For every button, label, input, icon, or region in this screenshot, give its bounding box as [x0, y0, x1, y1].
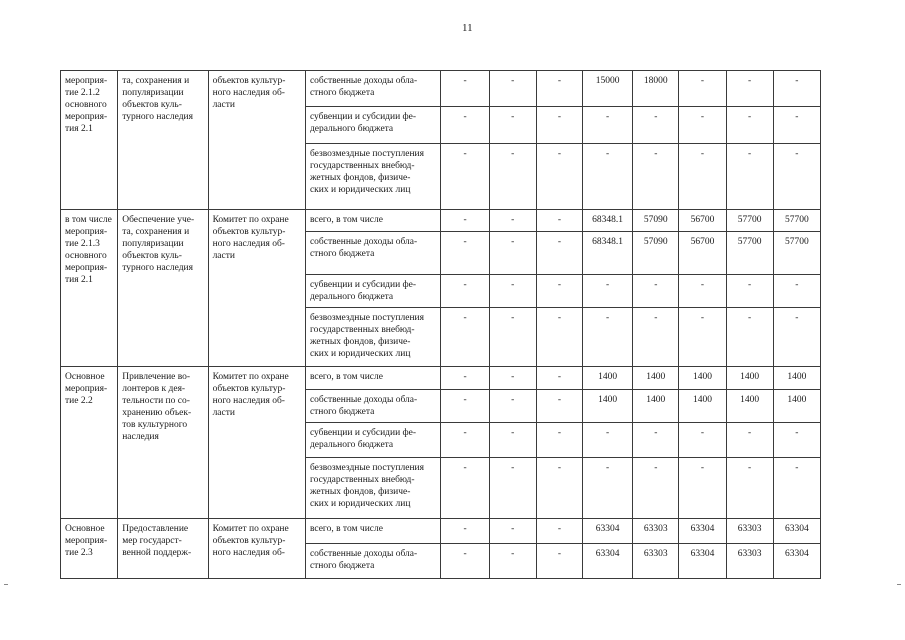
amount-cell: 1400	[773, 390, 820, 423]
amount-cell: -	[536, 423, 582, 458]
page-number: 11	[462, 22, 473, 34]
amount-cell: -	[726, 144, 773, 210]
activity-name-cell: Обеспечение уче- та, сохранения и популяризации объектов куль- турного наследия	[118, 210, 208, 367]
table-row	[61, 210, 821, 232]
amount-cell: -	[583, 308, 633, 367]
amount-cell: -	[441, 519, 489, 544]
funding-source-cell: безвозмездные поступления государственных внебюд- жетных фондов, физиче- ских и юридических лиц	[305, 308, 441, 367]
amount-cell: -	[441, 544, 489, 579]
amount-cell: -	[633, 107, 679, 144]
amount-cell: -	[679, 107, 726, 144]
amount-cell: 1400	[633, 367, 679, 390]
amount-cell: 1400	[726, 390, 773, 423]
activity-code-cell: Основное мероприя- тие 2.2	[61, 367, 118, 519]
amount-cell: 63304	[773, 544, 820, 579]
amount-cell: -	[726, 458, 773, 519]
funding-source-cell: субвенции и субсидии фе- дерального бюджета	[305, 275, 441, 308]
amount-cell: 63304	[679, 519, 726, 544]
amount-cell: 63304	[679, 544, 726, 579]
amount-cell: -	[583, 107, 633, 144]
amount-cell: 68348.1	[583, 232, 633, 275]
amount-cell: -	[489, 367, 536, 390]
table-row	[61, 71, 821, 107]
amount-cell: -	[489, 308, 536, 367]
funding-source-cell: субвенции и субсидии фе- дерального бюджета	[305, 423, 441, 458]
activity-name-cell: Предоставление мер государст- венной поддерж-	[118, 519, 208, 579]
funding-source-cell: безвозмездные поступления государственных внебюд- жетных фондов, физиче- ских и юридических лиц	[305, 144, 441, 210]
amount-cell: -	[536, 458, 582, 519]
table-row	[61, 519, 821, 544]
amount-cell: -	[726, 275, 773, 308]
amount-cell: -	[679, 71, 726, 107]
amount-cell: -	[441, 71, 489, 107]
amount-cell: 63304	[583, 544, 633, 579]
amount-cell: -	[441, 107, 489, 144]
amount-cell: -	[441, 458, 489, 519]
amount-cell: 63303	[633, 544, 679, 579]
funding-source-cell: собственные доходы обла- стного бюджета	[305, 390, 441, 423]
amount-cell: 63304	[773, 519, 820, 544]
amount-cell: -	[489, 390, 536, 423]
amount-cell: 1400	[633, 390, 679, 423]
amount-cell: -	[633, 144, 679, 210]
amount-cell: -	[536, 144, 582, 210]
amount-cell: -	[489, 232, 536, 275]
amount-cell: -	[773, 423, 820, 458]
funding-source-cell: субвенции и субсидии фе- дерального бюджета	[305, 107, 441, 144]
amount-cell: 57700	[773, 232, 820, 275]
amount-cell: 63304	[583, 519, 633, 544]
budget-table	[60, 70, 821, 579]
amount-cell: -	[441, 367, 489, 390]
amount-cell: 1400	[679, 367, 726, 390]
amount-cell: -	[679, 275, 726, 308]
amount-cell: -	[441, 210, 489, 232]
funding-source-cell: собственные доходы обла- стного бюджета	[305, 71, 441, 107]
amount-cell: -	[773, 107, 820, 144]
amount-cell: 68348.1	[583, 210, 633, 232]
amount-cell: -	[536, 210, 582, 232]
amount-cell: -	[441, 423, 489, 458]
activity-code-cell: Основное мероприя- тие 2.3	[61, 519, 118, 579]
amount-cell: -	[679, 144, 726, 210]
amount-cell: -	[773, 458, 820, 519]
amount-cell: -	[489, 144, 536, 210]
amount-cell: 56700	[679, 210, 726, 232]
executor-cell: Комитет по охране объектов культур- ного наследия об- ласти	[208, 367, 305, 519]
amount-cell: -	[633, 423, 679, 458]
table-row	[61, 367, 821, 390]
amount-cell: 57700	[773, 210, 820, 232]
amount-cell: -	[633, 458, 679, 519]
amount-cell: -	[773, 144, 820, 210]
amount-cell: 63303	[726, 519, 773, 544]
amount-cell: -	[679, 423, 726, 458]
amount-cell: 1400	[583, 390, 633, 423]
executor-cell: объектов культур- ного наследия об- ласти	[208, 71, 305, 210]
amount-cell: -	[489, 275, 536, 308]
amount-cell: -	[536, 107, 582, 144]
activity-code-cell: в том числе мероприя- тие 2.1.3 основного мероприя- тия 2.1	[61, 210, 118, 367]
funding-source-cell: всего, в том числе	[305, 367, 441, 390]
amount-cell: -	[489, 107, 536, 144]
amount-cell: -	[489, 71, 536, 107]
amount-cell: -	[726, 423, 773, 458]
amount-cell: 1400	[583, 367, 633, 390]
amount-cell: -	[489, 423, 536, 458]
amount-cell: -	[441, 144, 489, 210]
funding-source-cell: всего, в том числе	[305, 210, 441, 232]
amount-cell: -	[726, 107, 773, 144]
amount-cell: 63303	[726, 544, 773, 579]
amount-cell: -	[441, 308, 489, 367]
amount-cell: -	[489, 519, 536, 544]
amount-cell: -	[489, 210, 536, 232]
amount-cell: 18000	[633, 71, 679, 107]
amount-cell: 57700	[726, 232, 773, 275]
amount-cell: -	[583, 144, 633, 210]
activity-code-cell: мероприя- тие 2.1.2 основного мероприя- тия 2.1	[61, 71, 118, 210]
funding-source-cell: безвозмездные поступления государственных внебюд- жетных фондов, физиче- ских и юридических лиц	[305, 458, 441, 519]
amount-cell: -	[633, 275, 679, 308]
amount-cell: -	[489, 458, 536, 519]
amount-cell: -	[441, 275, 489, 308]
amount-cell: 1400	[773, 367, 820, 390]
amount-cell: -	[441, 390, 489, 423]
amount-cell: -	[633, 308, 679, 367]
amount-cell: -	[536, 308, 582, 367]
amount-cell: -	[536, 544, 582, 579]
amount-cell: -	[441, 232, 489, 275]
amount-cell: -	[536, 275, 582, 308]
amount-cell: -	[679, 308, 726, 367]
amount-cell: 57090	[633, 210, 679, 232]
amount-cell: 63303	[633, 519, 679, 544]
amount-cell: -	[583, 275, 633, 308]
amount-cell: 57700	[726, 210, 773, 232]
amount-cell: -	[773, 308, 820, 367]
amount-cell: 1400	[726, 367, 773, 390]
amount-cell: -	[773, 71, 820, 107]
funding-source-cell: собственные доходы обла- стного бюджета	[305, 232, 441, 275]
margin-mark-right	[897, 584, 901, 585]
amount-cell: 15000	[583, 71, 633, 107]
activity-name-cell: Привлечение во- лонтеров к дея- тельности по со- хранению объек- тов культурного наследия	[118, 367, 208, 519]
amount-cell: 57090	[633, 232, 679, 275]
amount-cell: -	[726, 71, 773, 107]
margin-mark-left	[4, 584, 8, 585]
activity-name-cell: та, сохранения и популяризации объектов куль- турного наследия	[118, 71, 208, 210]
amount-cell: -	[679, 458, 726, 519]
amount-cell: 1400	[679, 390, 726, 423]
amount-cell: -	[536, 367, 582, 390]
executor-cell: Комитет по охране объектов культур- ного наследия об- ласти	[208, 210, 305, 367]
funding-source-cell: собственные доходы обла- стного бюджета	[305, 544, 441, 579]
amount-cell: -	[536, 519, 582, 544]
amount-cell: -	[726, 308, 773, 367]
amount-cell: -	[536, 390, 582, 423]
amount-cell: 56700	[679, 232, 726, 275]
amount-cell: -	[536, 232, 582, 275]
funding-source-cell: всего, в том числе	[305, 519, 441, 544]
amount-cell: -	[583, 458, 633, 519]
amount-cell: -	[773, 275, 820, 308]
amount-cell: -	[583, 423, 633, 458]
amount-cell: -	[536, 71, 582, 107]
executor-cell: Комитет по охране объектов культур- ного наследия об-	[208, 519, 305, 579]
amount-cell: -	[489, 544, 536, 579]
